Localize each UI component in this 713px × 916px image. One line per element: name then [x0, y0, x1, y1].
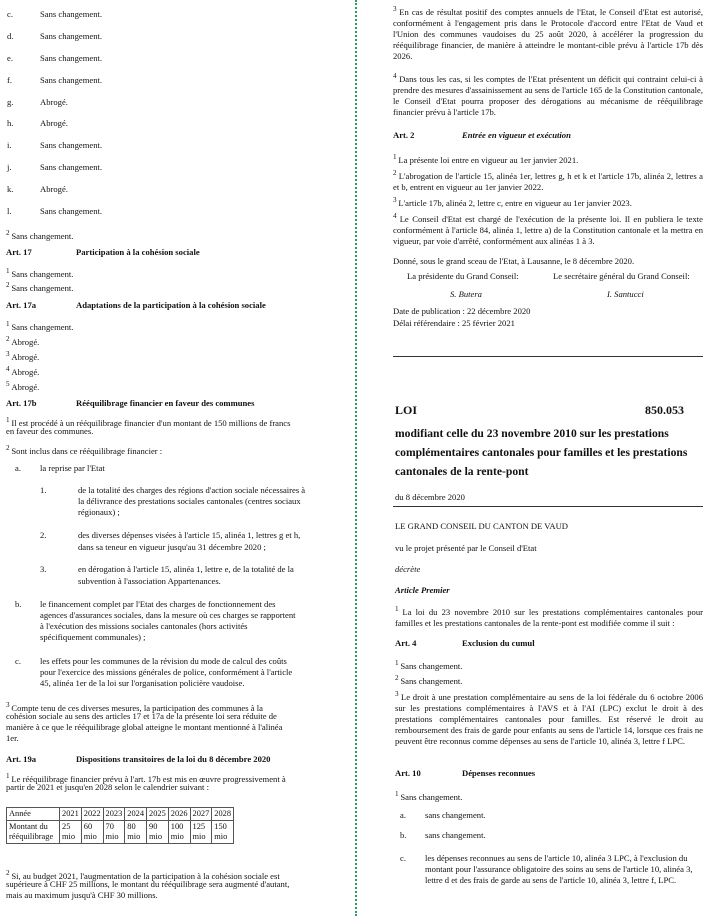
item-letter: a. [15, 463, 21, 473]
item-text: Abrogé. [40, 118, 68, 128]
law-title: modifiant celle du 23 novembre 2010 sur les prestations complémentaires cantonales pour familles et les prestations cantonales de la rente-pont [395, 427, 688, 478]
article-number: Art. 17a [6, 300, 37, 310]
item-letter: c. [400, 853, 406, 863]
sub-item-number: 1. [40, 485, 47, 495]
year-cell: 2023 [103, 808, 125, 821]
paragraph: en faveur des communes. [6, 426, 94, 436]
year-cell: 2025 [147, 808, 169, 821]
year-cell: 2027 [190, 808, 212, 821]
paragraph: $^1$ Il est procédé à un rééquilibrage financier d'un montant de 150 millions de francs [6, 416, 291, 428]
amount-cell: 25 mio [60, 821, 82, 844]
law-date: du 8 décembre 2020 [395, 492, 465, 502]
sub-item-number: 3. [40, 564, 47, 574]
sub-item-number: 2. [40, 530, 47, 540]
table-header-cell: Montant du rééquilibrage [7, 821, 60, 844]
sub-item-text: la délivrance des prestations sociales cantonales (centres sociaux [78, 496, 301, 506]
signatory-label: La présidente du Grand Conseil: [407, 271, 519, 281]
article-title: Dispositions transitoires de la loi du 8 décembre 2020 [76, 754, 271, 764]
column-divider [355, 0, 357, 916]
item-letter: h. [7, 118, 14, 128]
paragraph: 1er. [6, 733, 19, 743]
paragraph: $^1$ La présente loi entre en vigueur au 1er janvier 2021. [393, 153, 579, 165]
item-text: le financement complet par l'Etat des charges de fonctionnement des [40, 599, 276, 609]
item-text: agences d'assurances sociales, dans la mesure où ces charges se rapportent [40, 610, 296, 620]
paragraph: $^1$ Le rééquilibrage financier prévu à l'art. 17b est mis en œuvre progressivement à [6, 772, 286, 784]
table-row [7, 808, 234, 821]
article-number: Art. 2 [393, 130, 415, 140]
amount-cell: 60 mio [81, 821, 103, 844]
article-number: Art. 4 [395, 638, 417, 648]
paragraph: $^1$ Sans changement. [6, 267, 74, 279]
item-letter: g. [7, 97, 14, 107]
paragraph: partir de 2021 et jusqu'en 2028 selon le calendrier suivant : [6, 782, 209, 792]
sub-item-text: des diverses dépenses visées à l'article 15, alinéa 1, lettres g et h, [78, 530, 301, 540]
sub-item-text: de la totalité des charges des régions d'action sociale nécessaires à [78, 485, 306, 495]
publication-date: Date de publication : 22 décembre 2020 [393, 306, 531, 316]
sub-item-text: en dérogation à l'article 15, alinéa 1, lettre e, de la totalité de la [78, 564, 294, 574]
year-cell: 2028 [212, 808, 234, 821]
item-text: sans changement. [425, 830, 486, 840]
item-text: Sans changement. [40, 53, 103, 63]
item-text: Sans changement. [40, 75, 103, 85]
paragraph: $^4$ Le Conseil d'Etat est chargé de l'exécution de la présente loi. Il en publiera le texte conformément à l'article 84, alinéa 1, lettre a) de la Constitution cantonale et la mettra en vigueur, par voie d'arrêté, conformément aux alinéas 1 à 3. [393, 212, 703, 246]
item-text: 45, alinéa 1er de la loi sur l'organisation policière vaudoise. [40, 678, 245, 688]
referendum-deadline: Délai référendaire : 25 février 2021 [393, 318, 515, 328]
item-letter: i. [7, 140, 12, 150]
article-title: Exclusion du cumul [462, 638, 535, 648]
table-header-cell: Année [7, 808, 60, 821]
table-row [7, 821, 234, 844]
article-number: Art. 19a [6, 754, 37, 764]
sub-item-text: régionaux) ; [78, 507, 120, 517]
paragraph: $^1$ La loi du 23 novembre 2010 sur les prestations complémentaires cantonales pour familles et les prestations cantonales de la rente-pont est modifiée comme il suit : [395, 605, 703, 628]
amount-cell: 150 mio [212, 821, 234, 844]
decree-word: décrète [395, 564, 421, 574]
item-text: la reprise par l'Etat [40, 463, 105, 473]
item-letter: f. [7, 75, 13, 85]
article-heading: Article Premier [395, 585, 450, 595]
rebalancing-schedule-table [6, 807, 234, 844]
item-letter: l. [7, 206, 12, 216]
year-cell: 2022 [81, 808, 103, 821]
item-text: Sans changement. [40, 140, 103, 150]
recital: vu le projet présenté par le Conseil d'Etat [395, 543, 537, 553]
article-title: Adaptations de la participation à la cohésion sociale [76, 300, 266, 310]
paragraph: $^2$ Sans changement. [395, 674, 463, 686]
signatory-label: Le secrétaire général du Grand Conseil: [553, 271, 690, 281]
paragraph: manière à ce que le rééquilibrage global atteigne le montant mentionné à l'alinéa [6, 722, 283, 732]
paragraph: $^3$ En cas de résultat positif des comptes annuels de l'Etat, le Conseil d'Etat est autorisé, conformément à l'engagement pris dans le Protocole d'accord entre l'Etat de Vaud et l'Union des communes vaudoises du 25 août 2020, à accélérer la progression du rééquilibrage financier, de manière à atteindre le montant-cible prévu à l'article 17b dès 2026. [393, 5, 703, 61]
item-letter: j. [7, 162, 12, 172]
item-letter: c. [7, 9, 13, 19]
article-number: Art. 10 [395, 768, 421, 778]
item-text: les dépenses reconnues au sens de l'article 10, alinéa 3 LPC, à l'exclusion du montant pour l'assurance obligatoire des soins au sens de l'article 10, alinéa 3, lettre d et des frais de garde au sens de l'article 10, alinéa 3, lettre f, LPC. [425, 853, 693, 885]
paragraph: supérieure à CHF 25 millions, le montant du rééquilibrage sera augmenté d'autant, [6, 879, 290, 889]
item-text: Abrogé. [40, 97, 68, 107]
paragraph: $^2$ Sans changement. [6, 229, 74, 241]
amount-cell: 80 mio [125, 821, 147, 844]
sub-item-text: dans sa teneur en vigueur jusqu'au 31 décembre 2020 ; [78, 542, 266, 552]
item-text: les effets pour les communes de la révision du mode de calcul des coûts [40, 656, 287, 666]
article-title: Rééquilibrage financier en faveur des communes [76, 398, 255, 408]
law-number: 850.053 [645, 403, 684, 417]
paragraph: $^2$ Si, au budget 2021, l'augmentation de la participation à la cohésion sociale est [6, 869, 280, 881]
paragraph: $^2$ Sans changement. [6, 281, 74, 293]
item-letter: a. [400, 810, 406, 820]
item-text: spécifiquement communales) ; [40, 632, 146, 642]
signatory-name: S. Butera [450, 289, 482, 299]
article-title: Participation à la cohésion sociale [76, 247, 200, 257]
divider-line [393, 356, 703, 357]
item-text: à l'exécution des missions sociales cantonales (hors activités [40, 621, 248, 631]
sub-item-text: subvention à l'association Appartenances. [78, 576, 221, 586]
law-heading: LOI [395, 403, 418, 417]
year-cell: 2026 [168, 808, 190, 821]
paragraph: $^1$ Sans changement. [395, 790, 463, 802]
article-number: Art. 17 [6, 247, 32, 257]
item-text: Sans changement. [40, 206, 103, 216]
paragraph: $^1$ Sans changement. [395, 659, 463, 671]
paragraph: $^3$ L'article 17b, alinéa 2, lettre c, entre en vigueur au 1er janvier 2023. [393, 196, 632, 208]
item-letter: b. [15, 599, 22, 609]
item-letter: c. [15, 656, 21, 666]
year-cell: 2021 [60, 808, 82, 821]
item-letter: d. [7, 31, 14, 41]
item-text: Sans changement. [40, 162, 103, 172]
amount-cell: 90 mio [147, 821, 169, 844]
year-cell: 2024 [125, 808, 147, 821]
paragraph: $^5$ Abrogé. [6, 380, 40, 392]
paragraph: $^2$ Sont inclus dans ce rééquilibrage financier : [6, 444, 163, 456]
item-text: sans changement. [425, 810, 486, 820]
item-text: Sans changement. [40, 31, 103, 41]
amount-cell: 100 mio [168, 821, 190, 844]
signatory-name: I. Santucci [607, 289, 644, 299]
enacting-body: LE GRAND CONSEIL DU CANTON DE VAUD [395, 521, 568, 531]
paragraph: mais au maximum jusqu'à CHF 30 millions. [6, 890, 158, 900]
item-text: Abrogé. [40, 184, 68, 194]
article-title: Entrée en vigueur et exécution [462, 130, 571, 140]
paragraph: $^4$ Dans tous les cas, si les comptes de l'Etat présentent un déficit qui contraint celui-ci à prendre des mesures d'assainissement au sens de l'article 165 de la Constitution cantonale, le Conseil d'Etat pourra proposer des dérogations au mécanisme de rééquilibrage financier prévu à l'article 17b. [393, 72, 703, 117]
item-letter: e. [7, 53, 13, 63]
article-title: Dépenses reconnues [462, 768, 536, 778]
given-line: Donné, sous le grand sceau de l'Etat, à Lausanne, le 8 décembre 2020. [393, 256, 635, 266]
paragraph: $^2$ L'abrogation de l'article 15, alinéa 1er, lettres g, h et k et l'article 17b, alinéa 2, lettres a et b, entrent en vigueur au 1er janvier 2022. [393, 169, 704, 192]
amount-cell: 70 mio [103, 821, 125, 844]
paragraph: $^3$ Abrogé. [6, 350, 40, 362]
item-text: pour l'exercice des missions générales de police, conformément à l'article [40, 667, 293, 677]
article-number: Art. 17b [6, 398, 37, 408]
item-letter: k. [7, 184, 14, 194]
paragraph: $^1$ Sans changement. [6, 320, 74, 332]
paragraph: $^3$ Le droit à une prestation complémentaire au sens de la loi fédérale du 6 octobre 2006 sur les prestations complémentaires à l'AVS et à l'AI (LPC) exclut le droit à des prestations complémentaires cantonales pour familles. Est réservé le droit au remboursement des frais de garde pour enfants au sens de l'article 14, lorsque ces frais ne peuvent être reconnus comme dépenses au sens de l'article 10, alinéa 3, lettre f LPC. [395, 690, 703, 746]
paragraph: $^2$ Abrogé. [6, 335, 40, 347]
paragraph: $^4$ Abrogé. [6, 365, 40, 377]
paragraph: cohésion sociale au sens des articles 17 et 17a de la présente loi sera réduite de [6, 711, 277, 721]
item-letter: b. [400, 830, 407, 840]
amount-cell: 125 mio [190, 821, 212, 844]
item-text: Sans changement. [40, 9, 103, 19]
paragraph: $^3$ Compte tenu de ces diverses mesures, la participation des communes à la [6, 701, 263, 713]
divider-line [393, 506, 703, 507]
